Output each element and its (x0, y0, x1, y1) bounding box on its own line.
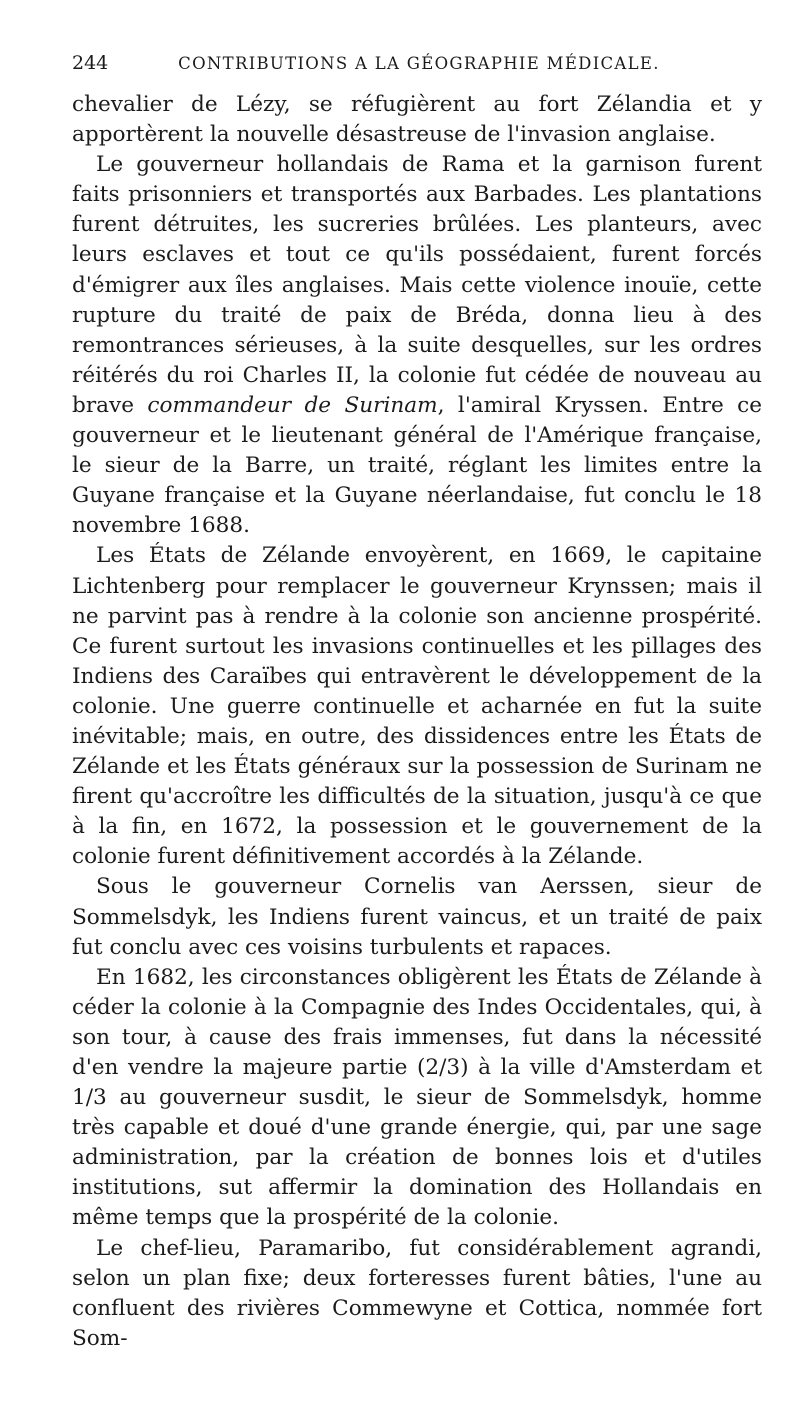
body-text (72, 90, 762, 1354)
paragraph-text: Les États de Zélande envoyèrent, en 1669, le capitaine Lichtenberg pour remplacer le gouverneur Krynssen; mais il ne parvint pas à rendre à la colonie son ancienne prospérité. Ce furent surtout les invasions continuelles et les pillages des Indiens des Caraïbes qui entravèrent le développement de la colonie. Une guerre continuelle et acharnée en fut la suite inévitable; mais, en outre, des dissidences entre les États de Zélande et les États généraux sur la possession de Surinam ne firent qu'accroître les difficultés de la situation, jusqu'à ce que à la fin, en 1672, la possession et le gouvernement de la colonie furent définitivement accordés à la Zélande. (72, 543, 762, 870)
running-title: CONTRIBUTIONS A LA GÉOGRAPHIE MÉDICALE. (178, 54, 660, 73)
paragraph-text: En 1682, les circonstances obligèrent les États de Zélande à céder la colonie à la Compagnie des Indes Occidentales, qui, à son tour, à cause des frais immenses, fut dans la nécessité d'en vendre la majeure partie (2/3) à la ville d'Amsterdam et 1/3 au gouverneur susdit, le sieur de Sommelsdyk, homme très capable et doué d'une grande énergie, qui, par une sage administration, par la création de bonnes lois et d'utiles institutions, sut affermir la domination des Hollandais en même temps que la prospérité de la colonie. (72, 964, 762, 1231)
paragraph-text: Sous le gouverneur Cornelis van Aerssen, sieur de Sommelsdyk, les Indiens furent vaincus, et un traité de paix fut conclu avec ces voisins turbulents et rapaces. (72, 874, 762, 960)
paragraph-text-continued: , l'amiral Kryssen. Entre ce gouverneur et le lieutenant général de l'Amérique française, le sieur de la Barre, un traité, réglant les limites entre la Guyane française et la Guyane néerlandaise, fut conclu le 18 novembre 1688. (72, 392, 762, 539)
paragraph-text: chevalier de Lézy, se réfugièrent au fort Zélandia et y apportèrent la nouvelle désastreuse de l'invasion anglaise. (72, 92, 762, 148)
page-number: 244 (72, 52, 109, 74)
paragraph-5 (72, 963, 762, 1234)
italic-phrase: commandeur de Surinam (147, 392, 438, 418)
paragraph-2 (72, 150, 762, 541)
paragraph-3 (72, 541, 762, 872)
paragraph-6 (72, 1234, 762, 1354)
paragraph-text: Le gouverneur hollandais de Rama et la garnison furent faits prisonniers et transportés aux Barbades. Les plantations furent détruites, les sucreries brûlées. Les planteurs, avec leurs esclaves et tout ce qu'ils possédaient, furent forcés d'émigrer aux îles anglaises. Mais cette violence inouïe, cette rupture du traité de paix de Bréda, donna lieu à des remontrances sérieuses, à la suite desquelles, sur les ordres réitérés du roi Charles II, la colonie fut cédée de nouveau au brave (72, 152, 762, 418)
paragraph-1 (72, 90, 762, 150)
paragraph-text: Le chef-lieu, Paramaribo, fut considérablement agrandi, selon un plan fixe; deux forteresses furent bâties, l'une au confluent des rivières Commewyne et Cottica, nommée fort Som- (72, 1235, 762, 1351)
paragraph-4 (72, 872, 762, 962)
running-header (72, 52, 762, 90)
